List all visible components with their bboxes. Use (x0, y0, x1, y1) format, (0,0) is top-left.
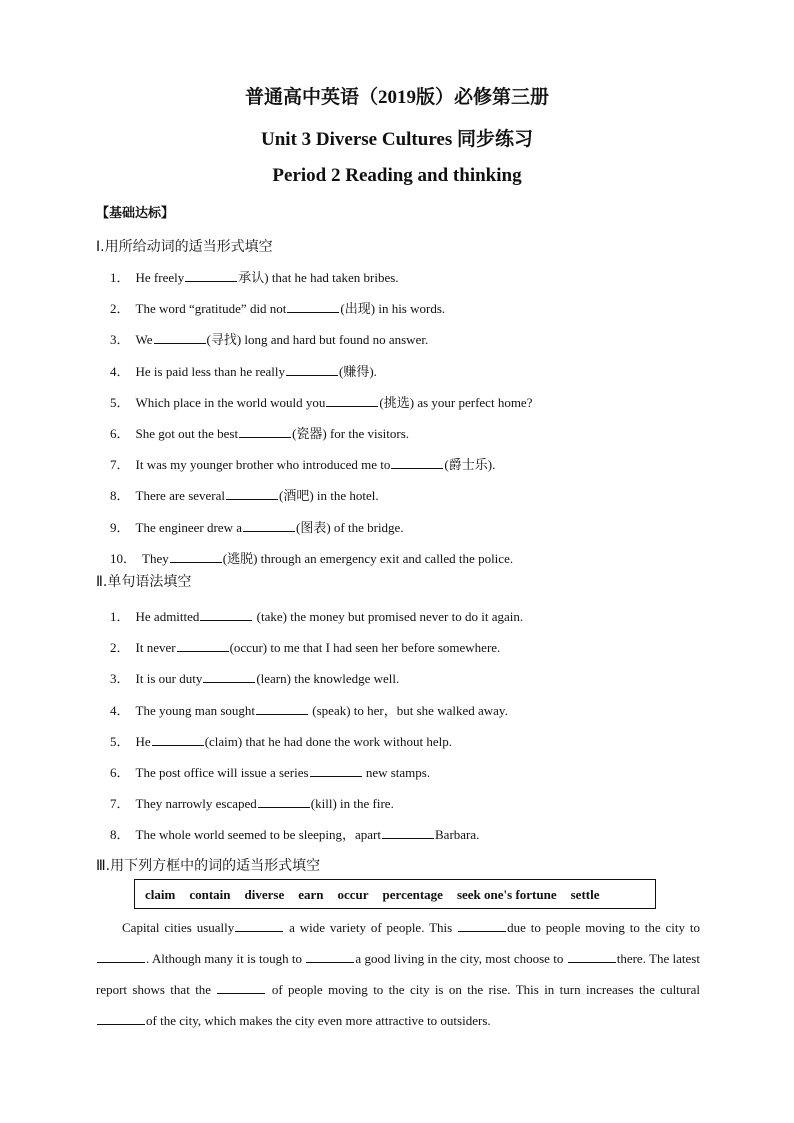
answer-blank[interactable] (152, 733, 204, 746)
exercise-item (110, 267, 399, 286)
word-option: claim (145, 887, 176, 902)
exercise-item (110, 517, 404, 536)
item-text-after: (learn) the knowledge well. (256, 671, 400, 687)
answer-blank[interactable] (170, 550, 222, 563)
answer-blank[interactable] (458, 919, 506, 932)
answer-blank[interactable] (382, 826, 434, 839)
answer-blank[interactable] (185, 269, 237, 282)
answer-blank[interactable] (258, 795, 310, 808)
item-text-before: We (135, 332, 153, 348)
cloze-paragraph (96, 912, 700, 1036)
exercise-item (110, 423, 409, 442)
item-text-after: (赚得). (338, 363, 377, 379)
word-option: settle (570, 887, 600, 902)
item-text-before: He admitted (135, 609, 200, 624)
item-text-before: They (142, 550, 169, 566)
item-text-after: (kill) in the fire. (310, 796, 394, 812)
word-option: contain (189, 887, 231, 902)
item-text-after: (occur) to me that I had seen her before somewhere. (229, 640, 501, 656)
para-text: there. The latest report shows that the (96, 951, 700, 997)
answer-blank[interactable] (97, 950, 145, 963)
exercise-item (110, 485, 379, 504)
word-box (134, 879, 656, 909)
word-option: seek one's fortune (456, 887, 557, 902)
item-text-after: Barbara. (435, 827, 480, 843)
item-text-after: (寻找) long and hard but found no answer. (206, 332, 429, 348)
answer-blank[interactable] (239, 425, 291, 438)
item-number: 4． (110, 363, 130, 379)
answer-blank[interactable] (287, 300, 339, 313)
exercise-item (110, 762, 430, 781)
section-1-heading: I.用所给动词的适当形式填空 (96, 239, 273, 255)
item-text-before: The whole world seemed to be sleeping，apart (135, 827, 381, 843)
answer-blank[interactable] (243, 519, 295, 532)
document-title: 普通高中英语（2019版）必修第三册 (244, 87, 549, 108)
word-option: percentage (382, 887, 443, 902)
word-option: earn (298, 887, 324, 902)
unit-title: Unit 3 Diverse Cultures 同步练习 (261, 129, 533, 150)
item-text-before: It is our duty (135, 671, 203, 687)
item-text-before: It never (135, 640, 176, 656)
item-text-before: The post office will issue a series (135, 765, 309, 780)
item-number: 1． (110, 270, 130, 285)
para-text: . Although many it is tough to (146, 951, 306, 966)
item-text-before: She got out the best (135, 426, 239, 441)
answer-blank[interactable] (391, 456, 443, 469)
item-text-after: 承认) that he had taken bribes. (238, 270, 399, 285)
exercise-item (110, 731, 452, 750)
item-text-before: The young man sought (135, 702, 256, 718)
answer-blank[interactable] (286, 363, 338, 376)
exercise-item (110, 824, 479, 843)
item-number: 6． (110, 765, 130, 780)
answer-blank[interactable] (200, 608, 252, 621)
item-text-after: (take) the money but promised never to do it again. (253, 609, 524, 624)
item-text-after: (speak) to her，but she walked away. (309, 702, 508, 718)
item-text-before: The engineer drew a (135, 519, 242, 535)
item-text-before: The word “gratitude” did not (135, 301, 287, 317)
item-text-before: He freely (135, 270, 185, 285)
exercise-item (110, 606, 523, 625)
answer-blank[interactable] (326, 394, 378, 407)
item-number: 4． (110, 702, 130, 718)
exercise-item (110, 793, 394, 812)
item-number: 5． (110, 394, 130, 410)
answer-blank[interactable] (235, 919, 283, 932)
item-text-after: (图表) of the bridge. (296, 519, 404, 535)
exercise-item (110, 329, 428, 348)
item-text-before: He (135, 733, 151, 749)
item-text-after: new stamps. (362, 765, 431, 780)
item-text-before: Which place in the world would you (135, 394, 326, 410)
para-text: a wide variety of people. This (284, 920, 458, 935)
item-text-after: (挑选) as your perfect home? (379, 394, 533, 410)
answer-blank[interactable] (310, 764, 362, 777)
exercise-item (110, 637, 500, 656)
para-text: Capital cities usually (122, 920, 235, 935)
item-number: 2． (110, 640, 130, 656)
item-number: 10． (110, 550, 137, 566)
word-option: diverse (244, 887, 285, 902)
section-3-heading: Ⅲ.用下列方框中的词的适当形式填空 (96, 858, 321, 874)
answer-blank[interactable] (256, 702, 308, 715)
item-text-after: (瓷器) for the visitors. (292, 426, 410, 441)
item-number: 7． (110, 457, 130, 473)
para-text: of the city, which makes the city even more attractive to outsiders. (146, 1013, 491, 1028)
item-text-before: There are several (135, 488, 226, 504)
item-text-after: (出现) in his words. (340, 301, 446, 317)
item-number: 3． (110, 671, 130, 687)
item-text-after: (逃脱) through an emergency exit and called the police. (222, 550, 514, 566)
item-text-before: They narrowly escaped (135, 796, 257, 812)
exercise-item (110, 361, 377, 380)
item-number: 8． (110, 488, 130, 504)
item-number: 5． (110, 733, 130, 749)
exercise-item (110, 548, 513, 567)
item-number: 9． (110, 519, 130, 535)
para-text: of people moving to the city is on the rise. This in turn increases the cultural (266, 982, 700, 997)
exercise-item (110, 392, 532, 411)
item-text-after: (酒吧) in the hotel. (279, 488, 379, 504)
item-text-after: (爵士乐). (444, 457, 496, 473)
exercise-item (110, 298, 445, 317)
exercise-item (110, 668, 399, 687)
answer-blank[interactable] (568, 950, 616, 963)
item-number: 2． (110, 301, 130, 317)
word-option: occur (337, 887, 369, 902)
answer-blank[interactable] (203, 670, 255, 683)
answer-blank[interactable] (217, 981, 265, 994)
item-text-after: (claim) that he had done the work without help. (204, 733, 452, 749)
item-number: 3． (110, 332, 130, 348)
answer-blank[interactable] (154, 331, 206, 344)
item-text-before: It was my younger brother who introduced me to (135, 457, 391, 473)
answer-blank[interactable] (226, 487, 278, 500)
answer-blank[interactable] (97, 1012, 145, 1025)
item-number: 8． (110, 827, 130, 843)
item-number: 6． (110, 426, 130, 441)
para-text: due to people moving to the city to (507, 920, 700, 935)
section-tag: 【基础达标】 (96, 206, 175, 221)
answer-blank[interactable] (177, 639, 229, 652)
item-number: 7． (110, 796, 130, 812)
para-text: a good living in the city, most choose to (355, 951, 567, 966)
exercise-item (110, 454, 495, 473)
item-number: 1． (110, 609, 130, 624)
period-title: Period 2 Reading and thinking (272, 165, 522, 186)
exercise-item (110, 700, 508, 719)
item-text-before: He is paid less than he really (135, 363, 285, 379)
answer-blank[interactable] (306, 950, 354, 963)
section-2-heading: Ⅱ.单句语法填空 (96, 574, 192, 590)
